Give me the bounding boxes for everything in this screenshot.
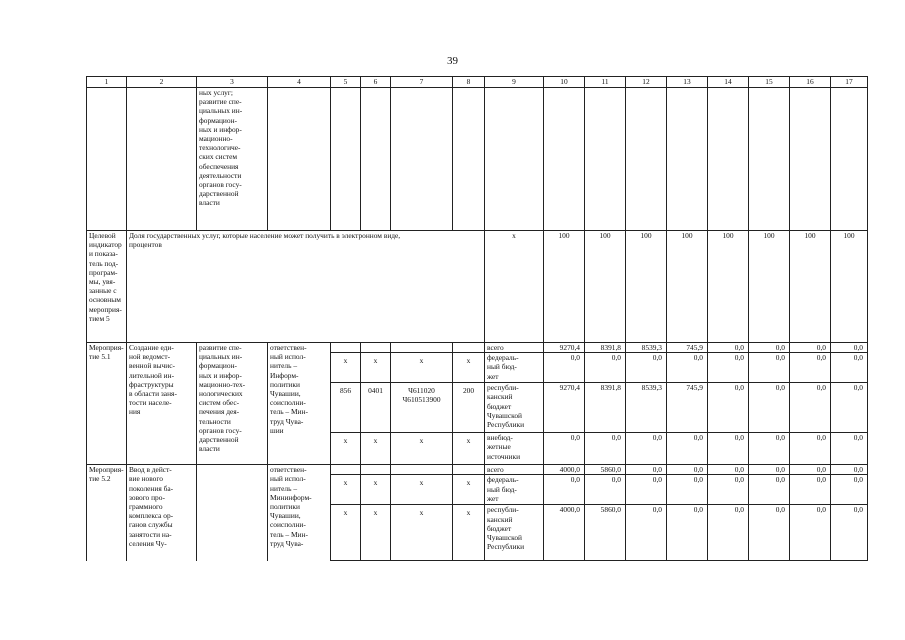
- code-cell: [361, 475, 391, 505]
- text-line: республи-: [487, 505, 519, 515]
- amount-cell: 0,0: [831, 353, 868, 383]
- text-line: нологических: [199, 389, 243, 399]
- text-line: лительной ин-: [129, 370, 175, 380]
- amount-cell: 0,0: [626, 505, 667, 561]
- empty-cell: [585, 88, 626, 231]
- amount-cell: 0,0: [749, 505, 790, 561]
- empty-cell: [626, 88, 667, 231]
- code-value: x: [466, 436, 471, 446]
- measure-name-cell: [127, 465, 197, 561]
- code-value: x: [343, 356, 348, 366]
- code-cell: [331, 505, 361, 561]
- text-line: Чувашии,: [270, 389, 301, 399]
- text-line: поколения ба-: [129, 483, 174, 493]
- text-line: обеспечения: [199, 161, 239, 171]
- text-line: печения дея-: [199, 407, 240, 417]
- text-line: ный бюд-: [487, 484, 517, 494]
- text-line: развитие спе-: [199, 97, 242, 107]
- text-line: ных и инфор-: [199, 370, 242, 380]
- code-value: x: [373, 478, 378, 488]
- text-line: венной вычис-: [129, 361, 176, 371]
- code-value: x: [466, 356, 471, 366]
- text-line: тельности: [199, 416, 231, 426]
- text-line: источники: [487, 451, 521, 461]
- indicator-value-cell: 100: [831, 231, 868, 343]
- text-line: мационно-: [199, 134, 233, 144]
- text-line: ных услуг;: [199, 88, 233, 97]
- text-line: жетные: [487, 442, 511, 452]
- text-line: мероприя-: [89, 304, 122, 314]
- empty-cell: [749, 88, 790, 231]
- code-value: Ч610513900: [402, 395, 441, 405]
- amount-cell: 0,0: [585, 475, 626, 505]
- text-line: зового про-: [129, 492, 165, 502]
- code-value: x: [419, 436, 424, 446]
- text-line: Мининформ-: [270, 492, 312, 502]
- header-cell: 4: [268, 77, 331, 88]
- text-line: Информ-: [270, 370, 299, 380]
- text-line: Мероприя-: [89, 465, 124, 475]
- m52-finance-row: [87, 465, 868, 475]
- text-line: Республики: [487, 420, 525, 430]
- empty-cell: [790, 88, 831, 231]
- code-cell: [453, 383, 485, 433]
- amount-cell: 0,0: [667, 353, 708, 383]
- code-cell: [391, 505, 453, 561]
- indicator-value-cell: 100: [790, 231, 831, 343]
- text-line: ских систем: [199, 152, 238, 162]
- text-line: вие нового: [129, 474, 163, 484]
- code-cell: [331, 343, 361, 353]
- measure-label-cell: [87, 465, 127, 561]
- code-cell: [453, 353, 485, 383]
- amount-cell: 4000,0: [544, 505, 585, 561]
- code-cell: [453, 433, 485, 465]
- text-line: жет: [487, 371, 499, 381]
- code-value: 200: [462, 386, 475, 396]
- executor-cell: [268, 465, 331, 561]
- header-cell: 13: [667, 77, 708, 88]
- funding-source-cell: [485, 343, 544, 353]
- amount-cell: 8539,3: [626, 383, 667, 433]
- code-cell: [391, 353, 453, 383]
- indicator-value-cell: 100: [749, 231, 790, 343]
- code-cell: [331, 353, 361, 383]
- header-cell: 15: [749, 77, 790, 88]
- code-value: x: [373, 356, 378, 366]
- funding-source-cell: [485, 433, 544, 465]
- code-value: x: [373, 436, 378, 446]
- amount-cell: 745,9: [667, 343, 708, 353]
- text-line: труд Чува-: [270, 416, 304, 426]
- text-line: власти: [199, 444, 220, 454]
- table-body: [87, 77, 868, 561]
- amount-cell: 0,0: [749, 465, 790, 475]
- text-line: тель под-: [89, 258, 119, 268]
- header-cell: 8: [453, 77, 485, 88]
- code-value: x: [419, 478, 424, 488]
- header-cell: 1: [87, 77, 127, 88]
- description-cell: [197, 88, 268, 231]
- amount-cell: 0,0: [708, 353, 749, 383]
- code-value: x: [343, 508, 348, 518]
- amount-cell: 0,0: [544, 353, 585, 383]
- text-line: ния: [129, 407, 141, 417]
- text-line: фраструктуры: [129, 379, 174, 389]
- text-line: граммного: [129, 502, 163, 512]
- text-line: ной ведомст-: [129, 352, 171, 362]
- empty-cell: [331, 88, 361, 231]
- text-line: органов госу-: [199, 425, 242, 435]
- text-line: всего: [487, 465, 504, 475]
- code-cell: [453, 505, 485, 561]
- measure-label-cell: [87, 343, 127, 465]
- amount-cell: 8391,8: [585, 343, 626, 353]
- code-cell: [331, 465, 361, 475]
- amount-cell: 0,0: [626, 475, 667, 505]
- amount-cell: 0,0: [790, 475, 831, 505]
- text-line: Мероприя-: [89, 343, 124, 352]
- empty-cell: [544, 88, 585, 231]
- amount-cell: 0,0: [544, 433, 585, 465]
- amount-cell: 0,0: [790, 505, 831, 561]
- code-cell: [331, 383, 361, 433]
- header-cell: 3: [197, 77, 268, 88]
- indicator-value-cell: 100: [585, 231, 626, 343]
- empty-cell: [197, 465, 268, 561]
- amount-cell: 0,0: [790, 465, 831, 475]
- amount-cell: 0,0: [708, 343, 749, 353]
- amount-cell: 0,0: [831, 505, 868, 561]
- code-cell: [453, 343, 485, 353]
- funding-source-cell: [485, 505, 544, 561]
- program-table-sheet: [86, 76, 867, 574]
- text-line: Создание еди-: [129, 343, 174, 352]
- code-cell: [361, 343, 391, 353]
- text-line: комплекса ор-: [129, 511, 174, 521]
- funding-source-cell: [485, 383, 544, 433]
- amount-cell: 0,0: [585, 353, 626, 383]
- code-value: x: [419, 356, 424, 366]
- measure-name-cell: [127, 343, 197, 465]
- code-value: x: [343, 478, 348, 488]
- text-line: мационно-тех-: [199, 379, 246, 389]
- header-cell: 6: [361, 77, 391, 88]
- header-cell: 12: [626, 77, 667, 88]
- text-line: бюджет: [487, 401, 512, 411]
- indicator-row: [87, 231, 868, 343]
- amount-cell: 0,0: [708, 433, 749, 465]
- text-line: федераль-: [487, 353, 519, 363]
- code-cell: [391, 383, 453, 433]
- text-line: Целевой: [89, 231, 116, 240]
- text-line: дарственной: [199, 435, 239, 445]
- funding-source-cell: [485, 465, 544, 475]
- text-line: основным: [89, 295, 121, 305]
- header-cell: 11: [585, 77, 626, 88]
- code-value: 0401: [368, 386, 383, 396]
- text-line: органов госу-: [199, 180, 242, 190]
- header-cell: 16: [790, 77, 831, 88]
- amount-cell: 0,0: [831, 343, 868, 353]
- text-line: тель – Мин-: [270, 529, 308, 539]
- amount-cell: 5860,0: [585, 465, 626, 475]
- code-cell: [361, 505, 391, 561]
- amount-cell: 9270,4: [544, 383, 585, 433]
- header-cell: 14: [708, 77, 749, 88]
- empty-cell: [453, 88, 485, 231]
- empty-cell: [268, 88, 331, 231]
- text-line: индикатор: [89, 240, 122, 250]
- amount-cell: 0,0: [708, 475, 749, 505]
- code-cell: [361, 353, 391, 383]
- amount-cell: 0,0: [749, 343, 790, 353]
- amount-cell: 0,0: [626, 465, 667, 475]
- amount-cell: 0,0: [790, 383, 831, 433]
- continuation-row: [87, 88, 868, 231]
- amount-cell: 0,0: [708, 383, 749, 433]
- funding-source-cell: [485, 353, 544, 383]
- amount-cell: 0,0: [667, 465, 708, 475]
- amount-cell: 0,0: [790, 433, 831, 465]
- text-line: циальных ин-: [199, 352, 243, 362]
- text-line: дарственной: [199, 189, 239, 199]
- text-line: тие 5.2: [89, 474, 111, 484]
- text-line: селения Чу-: [129, 538, 167, 548]
- text-line: деятельности: [199, 170, 242, 180]
- amount-cell: 0,0: [831, 433, 868, 465]
- amount-cell: 0,0: [667, 433, 708, 465]
- amount-cell: 9270,4: [544, 343, 585, 353]
- amount-cell: 4000,0: [544, 465, 585, 475]
- text-line: в области заня-: [129, 389, 177, 399]
- header-cell: 17: [831, 77, 868, 88]
- text-line: Чувашии,: [270, 511, 301, 521]
- code-cell: [391, 343, 453, 353]
- text-line: жет: [487, 493, 499, 503]
- amount-cell: 745,9: [667, 383, 708, 433]
- empty-cell: [708, 88, 749, 231]
- code-value: x: [343, 436, 348, 446]
- m51-finance-row: [87, 343, 868, 353]
- indicator-value-cell: 100: [708, 231, 749, 343]
- empty-cell: [831, 88, 868, 231]
- header-cell: 9: [485, 77, 544, 88]
- text-line: Республики: [487, 542, 525, 552]
- amount-cell: 0,0: [831, 475, 868, 505]
- amount-cell: 0,0: [544, 475, 585, 505]
- code-cell: [391, 465, 453, 475]
- code-cell: [361, 433, 391, 465]
- text-line: Доля государственных услуг, которые население может получить в электронном виде,: [129, 231, 401, 240]
- text-line: ных и инфор-: [199, 124, 242, 134]
- amount-cell: 8391,8: [585, 383, 626, 433]
- text-line: внебюд-: [487, 433, 513, 443]
- text-line: республи-: [487, 383, 519, 393]
- empty-cell: [391, 88, 453, 231]
- text-line: развитие спе-: [199, 343, 242, 352]
- text-line: тости населе-: [129, 398, 172, 408]
- header-cell: 10: [544, 77, 585, 88]
- indicator-text-cell: [127, 231, 485, 343]
- text-line: и показа-: [89, 249, 118, 259]
- code-cell: [331, 433, 361, 465]
- code-value: x: [466, 478, 471, 488]
- text-line: ный бюд-: [487, 362, 517, 372]
- amount-cell: 0,0: [790, 353, 831, 383]
- indicator-label-cell: [87, 231, 127, 343]
- text-line: тием 5: [89, 313, 110, 323]
- indicator-value-cell: 100: [544, 231, 585, 343]
- empty-cell: [361, 88, 391, 231]
- text-line: власти: [199, 198, 220, 208]
- text-line: Чувашской: [487, 533, 523, 543]
- program-table: [86, 76, 868, 561]
- indicator-x-cell: x: [485, 231, 544, 343]
- text-line: занные с: [89, 286, 117, 296]
- header-cell: 5: [331, 77, 361, 88]
- indicator-value-cell: 100: [667, 231, 708, 343]
- amount-cell: 0,0: [749, 475, 790, 505]
- code-value: x: [419, 508, 424, 518]
- amount-cell: 0,0: [749, 353, 790, 383]
- code-value: Ч611020: [408, 386, 435, 396]
- text-line: нитель –: [270, 361, 298, 371]
- text-line: ный испол-: [270, 474, 306, 484]
- amount-cell: 0,0: [749, 383, 790, 433]
- code-cell: [453, 465, 485, 475]
- text-line: ный испол-: [270, 352, 306, 362]
- text-line: канский: [487, 392, 513, 402]
- text-line: ответствен-: [270, 343, 307, 352]
- text-line: политики: [270, 502, 300, 512]
- amount-cell: 0,0: [667, 505, 708, 561]
- text-line: труд Чува-: [270, 538, 304, 548]
- code-cell: [391, 475, 453, 505]
- amount-cell: 0,0: [749, 433, 790, 465]
- text-line: нитель –: [270, 483, 298, 493]
- text-line: формацион-: [199, 115, 237, 125]
- code-value: x: [466, 508, 471, 518]
- amount-cell: 5860,0: [585, 505, 626, 561]
- text-line: систем обес-: [199, 398, 240, 408]
- text-line: шии: [270, 425, 284, 435]
- amount-cell: 0,0: [667, 475, 708, 505]
- amount-cell: 0,0: [585, 433, 626, 465]
- amount-cell: 0,0: [626, 353, 667, 383]
- code-cell: [361, 465, 391, 475]
- code-cell: [391, 433, 453, 465]
- empty-cell: [87, 88, 127, 231]
- header-cell: 7: [391, 77, 453, 88]
- code-value: x: [373, 508, 378, 518]
- amount-cell: 0,0: [708, 465, 749, 475]
- text-line: мы, увя-: [89, 277, 116, 287]
- page-number: 39: [447, 55, 458, 67]
- text-line: Чувашской: [487, 410, 523, 420]
- text-line: ответствен-: [270, 465, 307, 475]
- header-row: [87, 77, 868, 88]
- text-line: формацион-: [199, 361, 237, 371]
- text-line: циальных ин-: [199, 106, 243, 116]
- amount-cell: 0,0: [708, 505, 749, 561]
- text-line: програм-: [89, 267, 118, 277]
- text-line: занятости на-: [129, 529, 172, 539]
- code-cell: [331, 475, 361, 505]
- indicator-value-cell: 100: [626, 231, 667, 343]
- text-line: соисполни-: [270, 398, 306, 408]
- text-line: политики: [270, 379, 300, 389]
- text-line: процентов: [129, 240, 162, 250]
- funding-source-cell: [485, 475, 544, 505]
- empty-cell: [485, 88, 544, 231]
- text-line: тие 5.1: [89, 352, 111, 362]
- amount-cell: 0,0: [831, 465, 868, 475]
- amount-cell: 0,0: [626, 433, 667, 465]
- header-cell: 2: [127, 77, 197, 88]
- text-line: ганов службы: [129, 520, 173, 530]
- executor-cell: [268, 343, 331, 465]
- text-line: технологиче-: [199, 143, 241, 153]
- text-line: тель – Мин-: [270, 407, 308, 417]
- text-line: всего: [487, 343, 504, 352]
- text-line: соисполни-: [270, 520, 306, 530]
- text-line: канский: [487, 514, 513, 524]
- amount-cell: 0,0: [790, 343, 831, 353]
- amount-cell: 8539,3: [626, 343, 667, 353]
- amount-cell: 0,0: [831, 383, 868, 433]
- measure-task-cell: [197, 343, 268, 465]
- text-line: бюджет: [487, 523, 512, 533]
- code-value: 856: [339, 386, 352, 396]
- text-line: федераль-: [487, 475, 519, 485]
- text-line: Ввод в дейст-: [129, 465, 172, 475]
- code-cell: [361, 383, 391, 433]
- code-cell: [453, 475, 485, 505]
- empty-cell: [127, 88, 197, 231]
- empty-cell: [667, 88, 708, 231]
